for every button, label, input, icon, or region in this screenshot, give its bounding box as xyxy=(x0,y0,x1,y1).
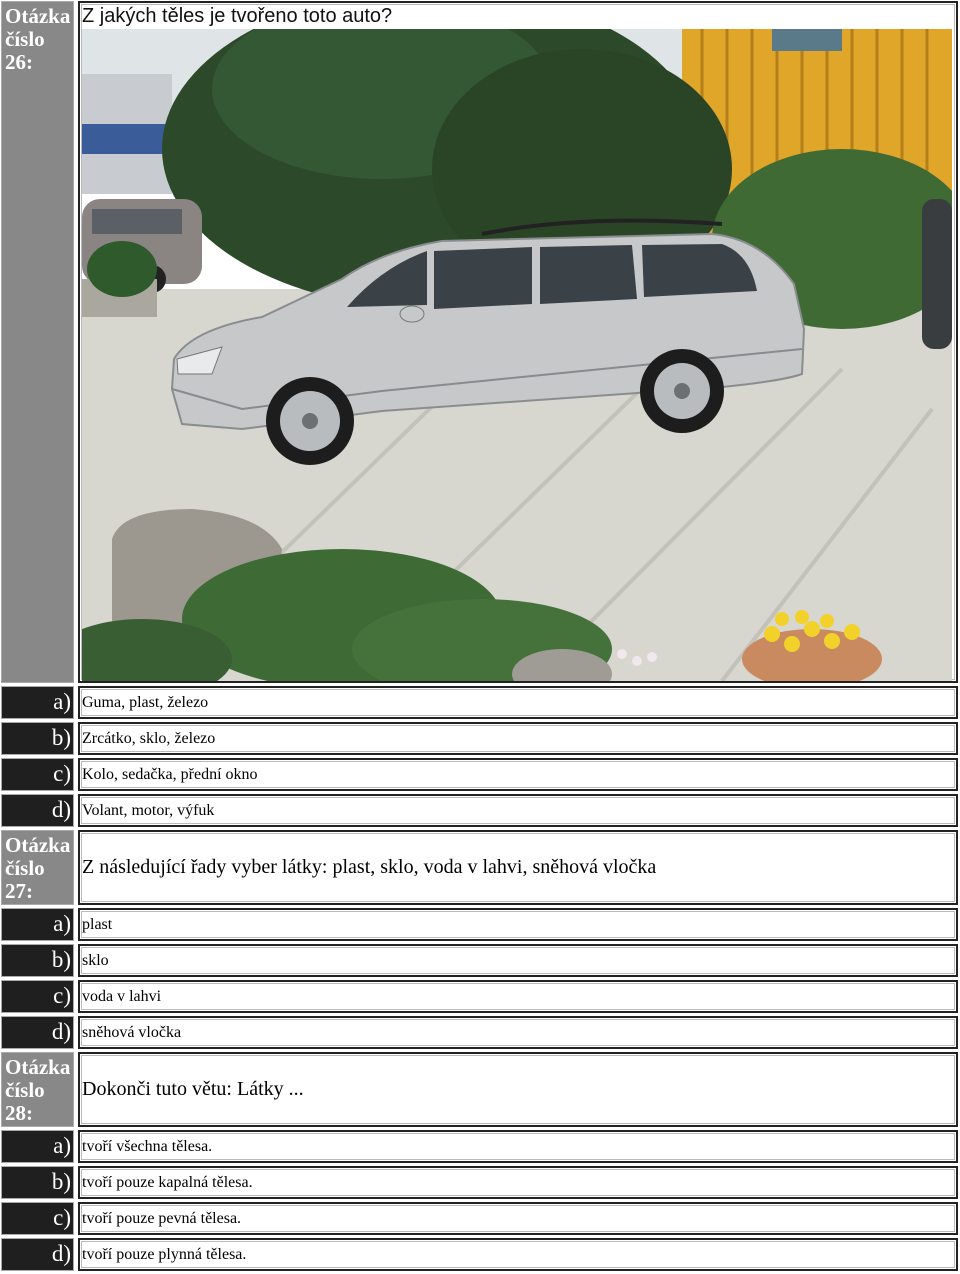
question-26-row xyxy=(1,1,958,683)
question-28-label: Otázka číslo 28: xyxy=(1,1052,74,1127)
answer-text[interactable]: voda v lahvi xyxy=(78,980,958,1013)
question-27-row xyxy=(1,830,958,905)
answer-text[interactable]: Guma, plast, železo xyxy=(78,686,958,719)
question-26-content xyxy=(78,1,958,683)
question-27-text: Z následující řady vyber látky: plast, sklo, voda v lahvi, sněhová vločka xyxy=(78,830,958,905)
answer-letter: a) xyxy=(1,686,74,719)
answer-text[interactable]: sklo xyxy=(78,944,958,977)
answer-letter: a) xyxy=(1,908,74,941)
q28-answer-a[interactable] xyxy=(1,1130,958,1163)
q26-answer-b[interactable] xyxy=(1,722,958,755)
answer-letter: c) xyxy=(1,980,74,1013)
car-photo xyxy=(82,29,952,681)
q26-answer-a[interactable] xyxy=(1,686,958,719)
q28-answer-d[interactable] xyxy=(1,1238,958,1271)
answer-letter: b) xyxy=(1,944,74,977)
q27-answer-c[interactable] xyxy=(1,980,958,1013)
answer-text[interactable]: Zrcátko, sklo, železo xyxy=(78,722,958,755)
question-26-text: Z jakých těles je tvořeno toto auto? xyxy=(82,5,393,27)
answer-text[interactable]: tvoří pouze pevná tělesa. xyxy=(78,1202,958,1235)
answer-letter: d) xyxy=(1,1016,74,1049)
answer-letter: d) xyxy=(1,794,74,827)
q26-answer-d[interactable] xyxy=(1,794,958,827)
answer-text[interactable]: tvoří pouze kapalná tělesa. xyxy=(78,1166,958,1199)
question-28-text: Dokonči tuto větu: Látky ... xyxy=(78,1052,958,1127)
answer-letter: b) xyxy=(1,1166,74,1199)
answer-text[interactable]: tvoří pouze plynná tělesa. xyxy=(78,1238,958,1271)
answer-text[interactable]: sněhová vločka xyxy=(78,1016,958,1049)
answer-text[interactable]: Kolo, sedačka, přední okno xyxy=(78,758,958,791)
q28-answer-c[interactable] xyxy=(1,1202,958,1235)
answer-text[interactable]: tvoří všechna tělesa. xyxy=(78,1130,958,1163)
answer-letter: c) xyxy=(1,758,74,791)
question-27-label: Otázka číslo 27: xyxy=(1,830,74,905)
quiz-sheet xyxy=(1,1,958,1274)
answer-letter: a) xyxy=(1,1130,74,1163)
q27-answer-d[interactable] xyxy=(1,1016,958,1049)
q28-answer-b[interactable] xyxy=(1,1166,958,1199)
q27-answer-b[interactable] xyxy=(1,944,958,977)
answer-letter: b) xyxy=(1,722,74,755)
answer-text[interactable]: plast xyxy=(78,908,958,941)
q26-answer-c[interactable] xyxy=(1,758,958,791)
question-28-row xyxy=(1,1052,958,1127)
q27-answer-a[interactable] xyxy=(1,908,958,941)
answer-letter: c) xyxy=(1,1202,74,1235)
answer-letter: d) xyxy=(1,1238,74,1271)
question-26-label: Otázka číslo 26: xyxy=(1,1,74,683)
answer-text[interactable]: Volant, motor, výfuk xyxy=(78,794,958,827)
